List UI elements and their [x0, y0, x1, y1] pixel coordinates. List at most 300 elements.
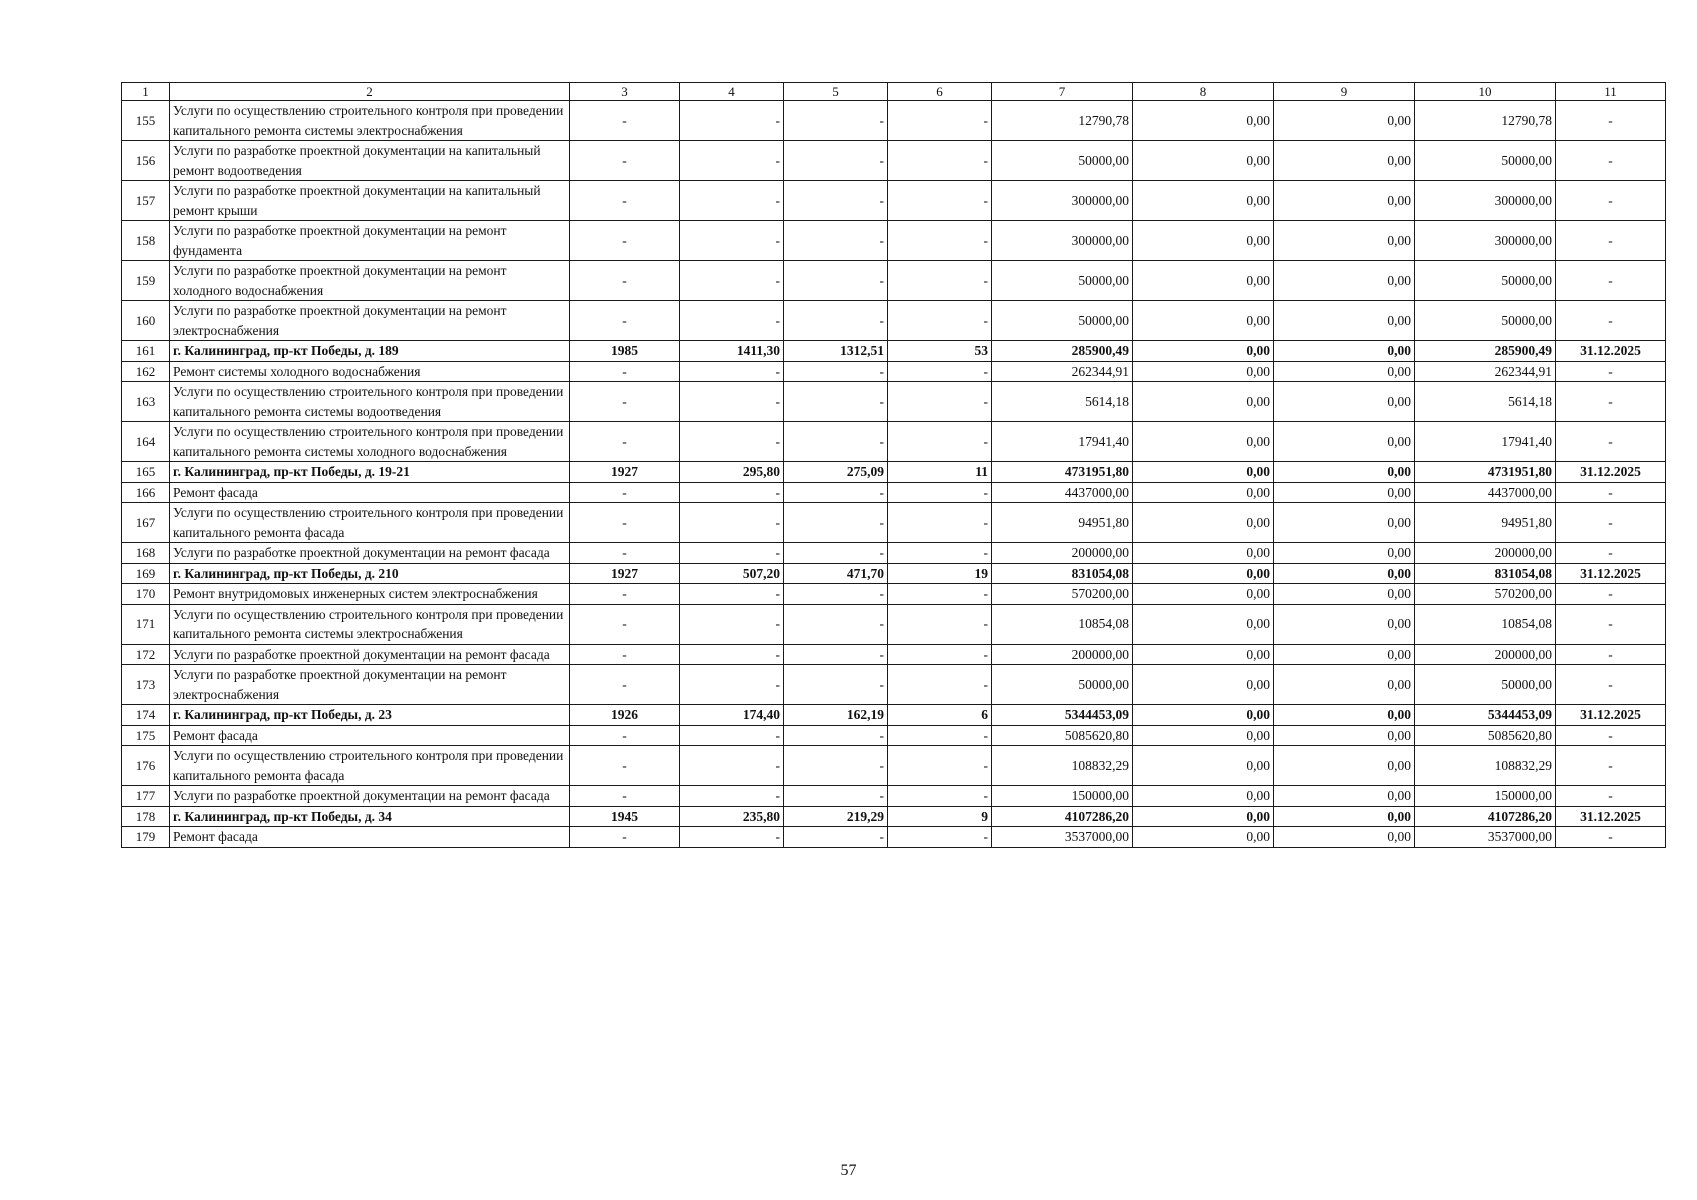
cost-col-10-cell: 831054,08: [1415, 563, 1556, 584]
work-item-row: [122, 261, 1666, 301]
residents-count-cell: -: [888, 543, 992, 564]
cost-col-9-cell: 0,00: [1274, 101, 1415, 141]
address-row: [122, 806, 1666, 827]
living-area-cell: -: [784, 301, 888, 341]
year-built-cell: -: [570, 827, 680, 848]
total-cost-cell: 200000,00: [992, 543, 1133, 564]
year-built-cell: -: [570, 786, 680, 807]
living-area-cell: -: [784, 141, 888, 181]
total-area-cell: -: [680, 181, 784, 221]
year-built-cell: -: [570, 261, 680, 301]
cost-col-8-cell: 0,00: [1133, 301, 1274, 341]
residents-count-cell: 19: [888, 563, 992, 584]
completion-date-cell: -: [1556, 101, 1666, 141]
address-row: [122, 705, 1666, 726]
cost-col-9-cell: 0,00: [1274, 221, 1415, 261]
living-area-cell: 1312,51: [784, 341, 888, 362]
program-table: [121, 82, 1666, 848]
row-number-cell: 162: [122, 361, 170, 382]
total-area-cell: 295,80: [680, 462, 784, 483]
address-row: [122, 341, 1666, 362]
total-cost-cell: 300000,00: [992, 221, 1133, 261]
cost-col-10-cell: 150000,00: [1415, 786, 1556, 807]
living-area-cell: -: [784, 482, 888, 503]
column-number: 9: [1274, 83, 1415, 101]
year-built-cell: -: [570, 746, 680, 786]
column-number: 10: [1415, 83, 1556, 101]
work-item-row: [122, 181, 1666, 221]
column-number-row: [122, 83, 1666, 101]
cost-col-9-cell: 0,00: [1274, 665, 1415, 705]
cost-col-10-cell: 12790,78: [1415, 101, 1556, 141]
completion-date-cell: -: [1556, 221, 1666, 261]
total-cost-cell: 570200,00: [992, 584, 1133, 605]
column-number: 7: [992, 83, 1133, 101]
cost-col-10-cell: 50000,00: [1415, 261, 1556, 301]
cost-col-10-cell: 300000,00: [1415, 221, 1556, 261]
cost-col-10-cell: 50000,00: [1415, 301, 1556, 341]
total-area-cell: -: [680, 482, 784, 503]
work-item-row: [122, 503, 1666, 543]
row-number-cell: 158: [122, 221, 170, 261]
work-item-row: [122, 543, 1666, 564]
year-built-cell: -: [570, 503, 680, 543]
description-cell: г. Калининград, пр-кт Победы, д. 23: [170, 705, 570, 726]
living-area-cell: -: [784, 584, 888, 605]
total-cost-cell: 4107286,20: [992, 806, 1133, 827]
address-row: [122, 563, 1666, 584]
total-area-cell: -: [680, 261, 784, 301]
description-cell: Услуги по осуществлению строительного контроля при проведении капитального ремонта системы электроснабжения: [170, 101, 570, 141]
living-area-cell: -: [784, 786, 888, 807]
living-area-cell: -: [784, 361, 888, 382]
year-built-cell: -: [570, 221, 680, 261]
work-item-row: [122, 665, 1666, 705]
row-number-cell: 163: [122, 382, 170, 422]
description-cell: Услуги по разработке проектной документации на ремонт фасада: [170, 786, 570, 807]
cost-col-9-cell: 0,00: [1274, 382, 1415, 422]
page-number: 57: [840, 1162, 857, 1179]
year-built-cell: 1927: [570, 462, 680, 483]
row-number-cell: 166: [122, 482, 170, 503]
year-built-cell: 1927: [570, 563, 680, 584]
cost-col-8-cell: 0,00: [1133, 261, 1274, 301]
total-area-cell: 235,80: [680, 806, 784, 827]
description-cell: Услуги по разработке проектной документации на ремонт холодного водоснабжения: [170, 261, 570, 301]
cost-col-10-cell: 5085620,80: [1415, 725, 1556, 746]
cost-col-10-cell: 200000,00: [1415, 543, 1556, 564]
year-built-cell: 1945: [570, 806, 680, 827]
completion-date-cell: -: [1556, 584, 1666, 605]
total-area-cell: -: [680, 101, 784, 141]
column-number: 4: [680, 83, 784, 101]
completion-date-cell: -: [1556, 503, 1666, 543]
total-area-cell: -: [680, 141, 784, 181]
column-number: 3: [570, 83, 680, 101]
cost-col-9-cell: 0,00: [1274, 261, 1415, 301]
work-item-row: [122, 746, 1666, 786]
cost-col-8-cell: 0,00: [1133, 422, 1274, 462]
residents-count-cell: -: [888, 181, 992, 221]
cost-col-9-cell: 0,00: [1274, 301, 1415, 341]
row-number-cell: 168: [122, 543, 170, 564]
completion-date-cell: -: [1556, 725, 1666, 746]
description-cell: Услуги по разработке проектной документации на ремонт фундамента: [170, 221, 570, 261]
year-built-cell: -: [570, 604, 680, 644]
residents-count-cell: -: [888, 221, 992, 261]
residents-count-cell: 6: [888, 705, 992, 726]
residents-count-cell: 9: [888, 806, 992, 827]
year-built-cell: -: [570, 181, 680, 221]
living-area-cell: -: [784, 503, 888, 543]
total-cost-cell: 5344453,09: [992, 705, 1133, 726]
living-area-cell: -: [784, 746, 888, 786]
cost-col-9-cell: 0,00: [1274, 181, 1415, 221]
cost-col-10-cell: 17941,40: [1415, 422, 1556, 462]
cost-col-9-cell: 0,00: [1274, 482, 1415, 503]
row-number-cell: 173: [122, 665, 170, 705]
living-area-cell: 275,09: [784, 462, 888, 483]
completion-date-cell: -: [1556, 746, 1666, 786]
cost-col-10-cell: 4437000,00: [1415, 482, 1556, 503]
cost-col-10-cell: 570200,00: [1415, 584, 1556, 605]
total-cost-cell: 150000,00: [992, 786, 1133, 807]
cost-col-10-cell: 300000,00: [1415, 181, 1556, 221]
living-area-cell: -: [784, 725, 888, 746]
row-number-cell: 159: [122, 261, 170, 301]
living-area-cell: -: [784, 665, 888, 705]
description-cell: Услуги по разработке проектной документации на ремонт фасада: [170, 543, 570, 564]
total-cost-cell: 12790,78: [992, 101, 1133, 141]
row-number-cell: 160: [122, 301, 170, 341]
row-number-cell: 155: [122, 101, 170, 141]
total-area-cell: -: [680, 604, 784, 644]
cost-col-10-cell: 4731951,80: [1415, 462, 1556, 483]
cost-col-8-cell: 0,00: [1133, 563, 1274, 584]
total-cost-cell: 831054,08: [992, 563, 1133, 584]
total-area-cell: 174,40: [680, 705, 784, 726]
cost-col-8-cell: 0,00: [1133, 604, 1274, 644]
cost-col-8-cell: 0,00: [1133, 584, 1274, 605]
row-number-cell: 169: [122, 563, 170, 584]
row-number-cell: 171: [122, 604, 170, 644]
work-item-row: [122, 221, 1666, 261]
residents-count-cell: -: [888, 725, 992, 746]
row-number-cell: 175: [122, 725, 170, 746]
residents-count-cell: -: [888, 584, 992, 605]
description-cell: Ремонт фасада: [170, 482, 570, 503]
total-cost-cell: 17941,40: [992, 422, 1133, 462]
cost-col-10-cell: 5614,18: [1415, 382, 1556, 422]
total-area-cell: -: [680, 543, 784, 564]
residents-count-cell: -: [888, 746, 992, 786]
cost-col-9-cell: 0,00: [1274, 746, 1415, 786]
year-built-cell: -: [570, 141, 680, 181]
total-cost-cell: 5614,18: [992, 382, 1133, 422]
total-area-cell: -: [680, 665, 784, 705]
residents-count-cell: 53: [888, 341, 992, 362]
cost-col-8-cell: 0,00: [1133, 181, 1274, 221]
year-built-cell: 1985: [570, 341, 680, 362]
residents-count-cell: -: [888, 827, 992, 848]
work-item-row: [122, 786, 1666, 807]
cost-col-8-cell: 0,00: [1133, 221, 1274, 261]
row-number-cell: 156: [122, 141, 170, 181]
cost-col-10-cell: 262344,91: [1415, 361, 1556, 382]
completion-date-cell: -: [1556, 301, 1666, 341]
residents-count-cell: -: [888, 482, 992, 503]
total-cost-cell: 94951,80: [992, 503, 1133, 543]
year-built-cell: -: [570, 101, 680, 141]
work-item-row: [122, 604, 1666, 644]
total-area-cell: -: [680, 786, 784, 807]
description-cell: Ремонт системы холодного водоснабжения: [170, 361, 570, 382]
residents-count-cell: -: [888, 261, 992, 301]
cost-col-10-cell: 3537000,00: [1415, 827, 1556, 848]
row-number-cell: 167: [122, 503, 170, 543]
work-item-row: [122, 361, 1666, 382]
cost-col-9-cell: 0,00: [1274, 361, 1415, 382]
cost-col-9-cell: 0,00: [1274, 503, 1415, 543]
column-number: 2: [170, 83, 570, 101]
cost-col-8-cell: 0,00: [1133, 382, 1274, 422]
row-number-cell: 164: [122, 422, 170, 462]
total-area-cell: 507,20: [680, 563, 784, 584]
living-area-cell: -: [784, 221, 888, 261]
total-cost-cell: 4731951,80: [992, 462, 1133, 483]
total-area-cell: -: [680, 221, 784, 261]
living-area-cell: -: [784, 382, 888, 422]
total-cost-cell: 50000,00: [992, 301, 1133, 341]
total-area-cell: -: [680, 584, 784, 605]
description-cell: Услуги по осуществлению строительного контроля при проведении капитального ремонта системы водоотведения: [170, 382, 570, 422]
residents-count-cell: -: [888, 361, 992, 382]
total-area-cell: -: [680, 746, 784, 786]
work-item-row: [122, 827, 1666, 848]
year-built-cell: -: [570, 725, 680, 746]
cost-col-9-cell: 0,00: [1274, 786, 1415, 807]
cost-col-10-cell: 50000,00: [1415, 141, 1556, 181]
cost-col-9-cell: 0,00: [1274, 827, 1415, 848]
cost-col-8-cell: 0,00: [1133, 725, 1274, 746]
column-number: 8: [1133, 83, 1274, 101]
cost-col-9-cell: 0,00: [1274, 806, 1415, 827]
work-item-row: [122, 382, 1666, 422]
cost-col-10-cell: 94951,80: [1415, 503, 1556, 543]
cost-col-10-cell: 108832,29: [1415, 746, 1556, 786]
living-area-cell: 162,19: [784, 705, 888, 726]
completion-date-cell: 31.12.2025: [1556, 705, 1666, 726]
cost-col-9-cell: 0,00: [1274, 604, 1415, 644]
row-number-cell: 178: [122, 806, 170, 827]
living-area-cell: -: [784, 604, 888, 644]
cost-col-9-cell: 0,00: [1274, 422, 1415, 462]
completion-date-cell: 31.12.2025: [1556, 462, 1666, 483]
cost-col-8-cell: 0,00: [1133, 101, 1274, 141]
year-built-cell: -: [570, 543, 680, 564]
year-built-cell: -: [570, 382, 680, 422]
description-cell: г. Калининград, пр-кт Победы, д. 189: [170, 341, 570, 362]
cost-col-10-cell: 10854,08: [1415, 604, 1556, 644]
cost-col-9-cell: 0,00: [1274, 543, 1415, 564]
living-area-cell: -: [784, 181, 888, 221]
total-cost-cell: 50000,00: [992, 141, 1133, 181]
completion-date-cell: -: [1556, 261, 1666, 301]
description-cell: Услуги по разработке проектной документации на ремонт электроснабжения: [170, 301, 570, 341]
description-cell: Услуги по осуществлению строительного контроля при проведении капитального ремонта фасада: [170, 503, 570, 543]
cost-col-8-cell: 0,00: [1133, 361, 1274, 382]
description-cell: Ремонт фасада: [170, 827, 570, 848]
cost-col-8-cell: 0,00: [1133, 543, 1274, 564]
cost-col-8-cell: 0,00: [1133, 746, 1274, 786]
total-area-cell: 1411,30: [680, 341, 784, 362]
cost-col-8-cell: 0,00: [1133, 827, 1274, 848]
living-area-cell: 219,29: [784, 806, 888, 827]
work-item-row: [122, 725, 1666, 746]
completion-date-cell: -: [1556, 382, 1666, 422]
row-number-cell: 165: [122, 462, 170, 483]
cost-col-8-cell: 0,00: [1133, 806, 1274, 827]
completion-date-cell: -: [1556, 422, 1666, 462]
row-number-cell: 172: [122, 644, 170, 665]
address-row: [122, 462, 1666, 483]
residents-count-cell: -: [888, 422, 992, 462]
total-cost-cell: 3537000,00: [992, 827, 1133, 848]
description-cell: г. Калининград, пр-кт Победы, д. 19-21: [170, 462, 570, 483]
total-cost-cell: 5085620,80: [992, 725, 1133, 746]
year-built-cell: -: [570, 361, 680, 382]
residents-count-cell: -: [888, 604, 992, 644]
residents-count-cell: -: [888, 382, 992, 422]
cost-col-8-cell: 0,00: [1133, 341, 1274, 362]
completion-date-cell: -: [1556, 827, 1666, 848]
cost-col-9-cell: 0,00: [1274, 705, 1415, 726]
cost-col-8-cell: 0,00: [1133, 462, 1274, 483]
cost-col-10-cell: 4107286,20: [1415, 806, 1556, 827]
cost-col-8-cell: 0,00: [1133, 665, 1274, 705]
column-number: 1: [122, 83, 170, 101]
total-cost-cell: 262344,91: [992, 361, 1133, 382]
year-built-cell: -: [570, 301, 680, 341]
description-cell: Ремонт фасада: [170, 725, 570, 746]
year-built-cell: -: [570, 584, 680, 605]
cost-col-9-cell: 0,00: [1274, 725, 1415, 746]
completion-date-cell: -: [1556, 604, 1666, 644]
row-number-cell: 174: [122, 705, 170, 726]
work-item-row: [122, 301, 1666, 341]
column-number: 6: [888, 83, 992, 101]
completion-date-cell: -: [1556, 482, 1666, 503]
completion-date-cell: -: [1556, 361, 1666, 382]
cost-col-9-cell: 0,00: [1274, 584, 1415, 605]
residents-count-cell: -: [888, 101, 992, 141]
cost-col-10-cell: 200000,00: [1415, 644, 1556, 665]
cost-col-10-cell: 285900,49: [1415, 341, 1556, 362]
work-item-row: [122, 422, 1666, 462]
cost-col-10-cell: 5344453,09: [1415, 705, 1556, 726]
cost-col-8-cell: 0,00: [1133, 503, 1274, 543]
year-built-cell: 1926: [570, 705, 680, 726]
completion-date-cell: -: [1556, 665, 1666, 705]
year-built-cell: -: [570, 665, 680, 705]
residents-count-cell: -: [888, 665, 992, 705]
description-cell: г. Калининград, пр-кт Победы, д. 34: [170, 806, 570, 827]
completion-date-cell: -: [1556, 141, 1666, 181]
cost-col-8-cell: 0,00: [1133, 705, 1274, 726]
description-cell: Услуги по осуществлению строительного контроля при проведении капитального ремонта фасада: [170, 746, 570, 786]
living-area-cell: -: [784, 101, 888, 141]
total-area-cell: -: [680, 644, 784, 665]
description-cell: Услуги по разработке проектной документации на ремонт электроснабжения: [170, 665, 570, 705]
living-area-cell: -: [784, 644, 888, 665]
work-item-row: [122, 482, 1666, 503]
living-area-cell: -: [784, 422, 888, 462]
completion-date-cell: 31.12.2025: [1556, 563, 1666, 584]
residents-count-cell: -: [888, 141, 992, 181]
description-cell: Услуги по разработке проектной документации на капитальный ремонт водоотведения: [170, 141, 570, 181]
residents-count-cell: 11: [888, 462, 992, 483]
total-cost-cell: 50000,00: [992, 261, 1133, 301]
total-cost-cell: 108832,29: [992, 746, 1133, 786]
cost-col-9-cell: 0,00: [1274, 341, 1415, 362]
table-body: [122, 83, 1666, 848]
cost-col-8-cell: 0,00: [1133, 786, 1274, 807]
total-cost-cell: 50000,00: [992, 665, 1133, 705]
cost-col-8-cell: 0,00: [1133, 482, 1274, 503]
description-cell: г. Калининград, пр-кт Победы, д. 210: [170, 563, 570, 584]
completion-date-cell: 31.12.2025: [1556, 341, 1666, 362]
description-cell: Услуги по разработке проектной документации на капитальный ремонт крыши: [170, 181, 570, 221]
column-number: 11: [1556, 83, 1666, 101]
work-item-row: [122, 141, 1666, 181]
cost-col-8-cell: 0,00: [1133, 644, 1274, 665]
living-area-cell: -: [784, 261, 888, 301]
residents-count-cell: -: [888, 786, 992, 807]
year-built-cell: -: [570, 422, 680, 462]
cost-col-9-cell: 0,00: [1274, 462, 1415, 483]
row-number-cell: 176: [122, 746, 170, 786]
year-built-cell: -: [570, 644, 680, 665]
residents-count-cell: -: [888, 503, 992, 543]
cost-col-9-cell: 0,00: [1274, 563, 1415, 584]
work-item-row: [122, 101, 1666, 141]
row-number-cell: 177: [122, 786, 170, 807]
total-cost-cell: 300000,00: [992, 181, 1133, 221]
cost-col-10-cell: 50000,00: [1415, 665, 1556, 705]
total-area-cell: -: [680, 361, 784, 382]
row-number-cell: 157: [122, 181, 170, 221]
row-number-cell: 179: [122, 827, 170, 848]
description-cell: Ремонт внутридомовых инженерных систем электроснабжения: [170, 584, 570, 605]
cost-col-9-cell: 0,00: [1274, 141, 1415, 181]
work-item-row: [122, 644, 1666, 665]
description-cell: Услуги по осуществлению строительного контроля при проведении капитального ремонта системы электроснабжения: [170, 604, 570, 644]
total-area-cell: -: [680, 503, 784, 543]
total-cost-cell: 4437000,00: [992, 482, 1133, 503]
description-cell: Услуги по осуществлению строительного контроля при проведении капитального ремонта системы холодного водоснабжения: [170, 422, 570, 462]
residents-count-cell: -: [888, 301, 992, 341]
living-area-cell: -: [784, 543, 888, 564]
total-cost-cell: 200000,00: [992, 644, 1133, 665]
row-number-cell: 170: [122, 584, 170, 605]
living-area-cell: -: [784, 827, 888, 848]
completion-date-cell: -: [1556, 543, 1666, 564]
description-cell: Услуги по разработке проектной документации на ремонт фасада: [170, 644, 570, 665]
completion-date-cell: 31.12.2025: [1556, 806, 1666, 827]
total-area-cell: -: [680, 382, 784, 422]
residents-count-cell: -: [888, 644, 992, 665]
completion-date-cell: -: [1556, 786, 1666, 807]
